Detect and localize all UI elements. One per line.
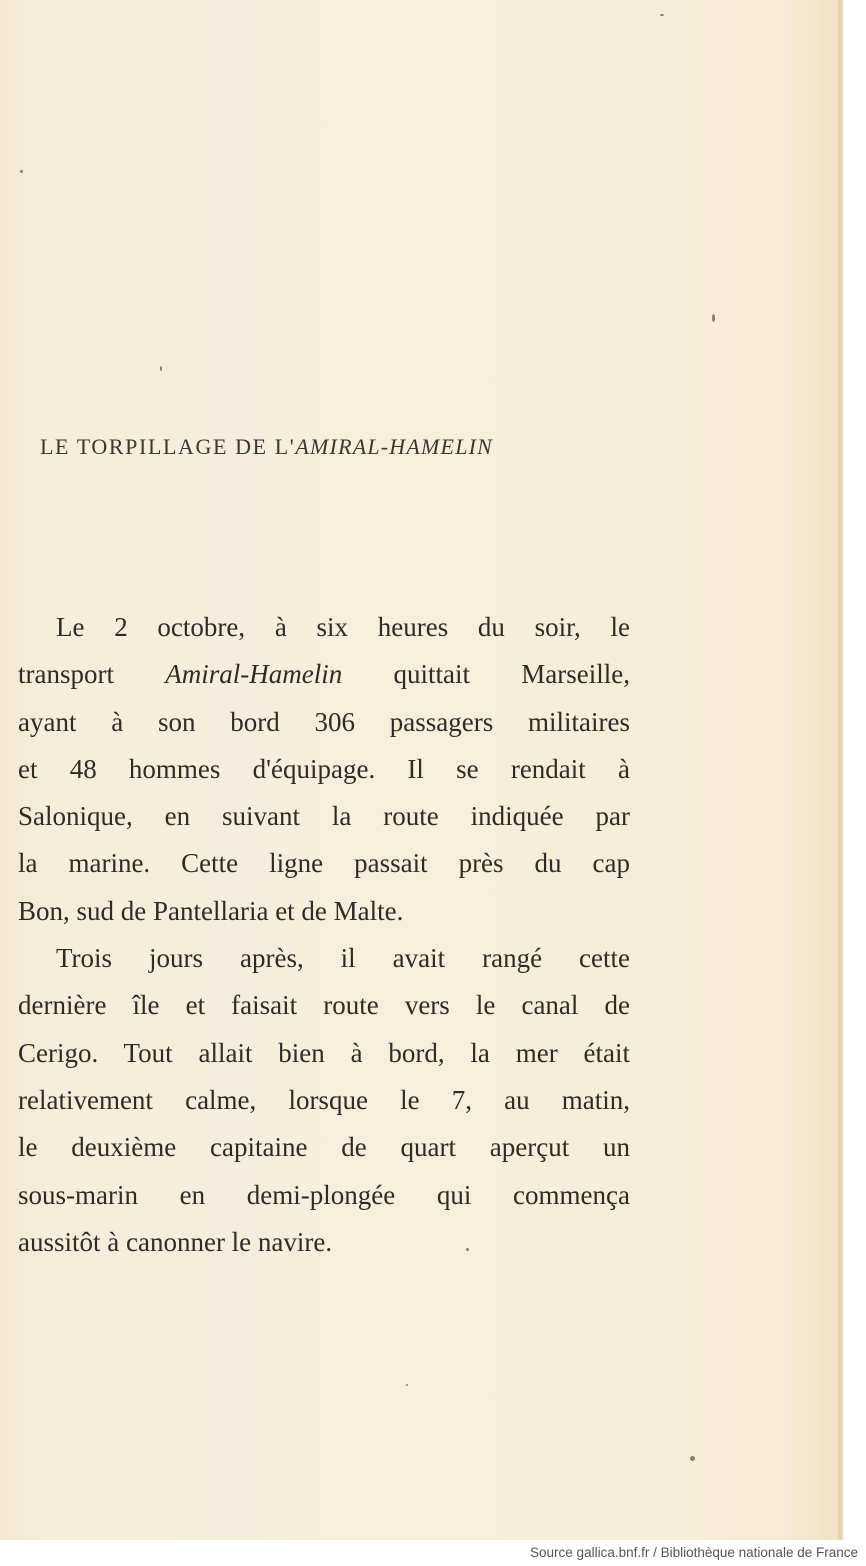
page-edge [838, 0, 844, 1540]
text-line: sous-marin en demi-plongée qui commença [18, 1179, 630, 1210]
text-line: dernière île et faisait route vers le canal de [18, 990, 630, 1021]
chapter-title [40, 434, 640, 460]
paper-speck [160, 366, 162, 371]
text-line [18, 651, 630, 698]
body-text [18, 604, 630, 1266]
text-line-post: quittait Marseille, [342, 659, 631, 690]
paper-speck [660, 14, 664, 16]
text-line: le deuxième capitaine de quart aperçut un [18, 1132, 630, 1163]
paper-speck [406, 1384, 408, 1386]
ship-name: Amiral-Hamelin [165, 659, 343, 690]
paper-speck [466, 1248, 469, 1251]
text-line: Bon, sud de Pantellaria et de Malte. [18, 895, 404, 926]
text-line: Trois jours après, il avait rangé cette [56, 943, 630, 974]
text-line: relativement calme, lorsque le 7, au matin, [18, 1084, 630, 1115]
paper-speck [690, 1456, 695, 1461]
text-line: Cerigo. Tout allait bien à bord, la mer était [18, 1037, 630, 1068]
text-line: et 48 hommes d'équipage. Il se rendait à [18, 753, 630, 784]
text-line: Salonique, en suivant la route indiquée par [18, 801, 630, 832]
text-line: ayant à son bord 306 passagers militaires [18, 706, 630, 737]
text-line-pre: transport [18, 659, 166, 690]
paper-speck [712, 314, 715, 322]
text-line: Le 2 octobre, à six heures du soir, le [56, 612, 630, 642]
paper-speck [20, 170, 23, 173]
chapter-title-ship-name: AMIRAL-HAMELIN [295, 434, 494, 459]
text-line: aussitôt à canonner le navire. [18, 1226, 333, 1257]
chapter-title-prefix: LE TORPILLAGE DE L' [40, 434, 296, 459]
text-line: la marine. Cette ligne passait près du cap [18, 848, 630, 879]
source-credit: Source gallica.bnf.fr / Bibliothèque nationale de France [530, 1545, 858, 1560]
